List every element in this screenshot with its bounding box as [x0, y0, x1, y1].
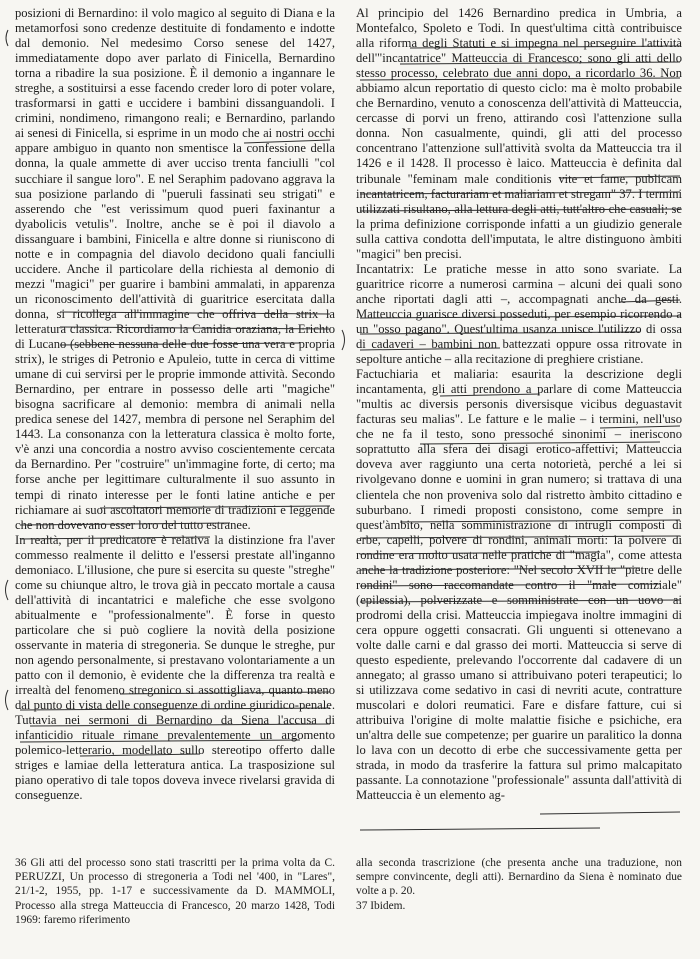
right-text-column — [356, 6, 682, 803]
footnote-36-text: 36 Gli atti del processo sono stati trascritti per la prima volta da C. PERUZZI, Un processo di stregoneria a Todi nel '400, in "Lares", 21/1-2, 1955, pp. 1-17 e successivamente da D. MAMMOLI, Processo alla strega Matteuccia di Francesco, 20 marzo 1428, Todi 1969: faremo riferimento — [15, 857, 335, 926]
margin-bracket-mark — [342, 330, 345, 350]
underline-mark — [540, 812, 680, 814]
right-paragraph-1: Al principio del 1426 Bernardino predica in Umbria, a Montefalco, Spoleto e Todi. In quest'ultima città contribuisce alla riforma degli Statuti e si impegna nel perseguire l'attività dell'"incantatrice" Matteuccia di Francesco; sono gli atti dello stesso processo, celebrato due anni dopo, a ricordarlo 36. Non abbiamo alcun reportatio di questo ciclo: ma è molto probabile che Bernardino, venuto a conoscenza dell'attività di Matteuccia, cercasse di porvi un freno, attirando così l'attenzione sulla donna. Non casualmente, quindi, gli atti del processo concentrano l'attenzione sull'attività svolta da Matteuccia tra il 1426 e il 1428. Il processo è laico. Matteuccia è definita dal tribunale "feminam male conditionis vite et fame, publicam incantatricem, facturariam et maliariam et stregam" 37. I termini utilizzati risultano, alla lettura degli atti, tutt'altro che casuali; se la prima definizione corrisponde infatti a un giudizio generale sulla cattiva condotta dell'imputata, le altre distinguono àmbiti "magici" ben precisi. — [356, 6, 682, 261]
footnote-36-continuation: alla seconda trascrizione (che presenta anche una traduzione, non sempre convincente, degli atti). Bernardino da Siena è nominato due volte a p. 20. — [356, 857, 682, 898]
margin-bracket-mark — [6, 580, 9, 600]
margin-bracket-mark — [6, 690, 9, 710]
footnote-37: 37 Ibidem. — [356, 899, 406, 912]
right-paragraph-incantatrix: Incantatrix: Le pratiche messe in atto sono svariate. La guaritrice ricorre a numerosi carmina – alcuni dei quali sono anche riportati dagli atti –, accompagnati anche da gesti. Matteuccia guarisce diversi posseduti, per esempio ricorrendo a un "osso pagano". Quest'ultima usanza unisce l'utilizzo di ossa di cadaveri – bambini non battezzati oppure ossa ritrovate in sepolture antiche – alla recitazione di preghiere cristiane. — [356, 261, 682, 367]
right-paragraph-factuchiaria: Factuchiaria et maliaria: esaurita la descrizione degli incantamenta, gli atti prendono a parlare di come Matteuccia "multis ac diversis personis diversisque vicibus deguastavit facturas seu malias". Le fatture e le malie – i termini, nell'uso che ne fa il testo, sono pressoché sinonimi – ineriscono soprattutto alla sfera dei disagi erotico-affettivi; Matteuccia doveva aver raggiunto una certa notorietà, perché a lei si rivolgevano donne e uomini in gran numero; si trattava di una clientela che non proveniva solo dal ristretto àmbito cittadino e suburbano. I rimedi proposti consistono, come sempre in quest'àmbito, nella somministrazione di intrugli composti di erbe, capelli, polvere di rondini, animali morti: la polvere di rondine era molto usata nelle pratiche di "magia", come attesta anche la tradizione posteriore: "Nel secolo XVII le "pietre delle rondini" sono raccomandate contro il "male comiziale" (epilessia), polverizzate e somministrate con un uovo ai prodromi della crisi. Matteuccia impiegava inoltre immagini di cera oppure oggetti consacrati. Gli unguenti si ottenevano a volte dalle carni e dal grasso dei morti. Matteuccia si serve di questo espediente, prelevando l'occorrente dal cadavere di un annegato; al grasso umano si attribuivano poteri terapeutici; lo si utilizzava come sedativo in casi di nevriti acute, contratture muscolari e dolori reumatici. Fare e disfare fatture, cui si attribuiva l'origine di molte malattie fisiche e psichiche, era un'altra delle sue competenze; per guarire un paralitico la donna lo lava con un decotto di erbe che successivamente getta per strada, in modo da trasferire la fattura sul primo malcapitato passante. La connotazione "professionale" assunta dall'attività di Matteuccia è un elemento ag- — [356, 367, 682, 803]
left-paragraph-2: In realtà, per il predicatore è relativa la distinzione fra l'aver commesso realmente il delitto e l'essersi prestate all'inganno demoniaco. L'illusione, che pure si esercita su queste "streghe" come su chiunque altro, le trova già in peccato mortale a causa dell'attività di incantatrici e malefiche che esse svolgono abitualmente e "professionalmente". È forse in questo particolare che si può cogliere la novità della posizione osservante in materia di stregoneria. Se dunque le streghe, pur non agendo personalmente, si prestavano volontariamente a un patto con il demonio, è evidente che la differenza tra realtà e irrealtà del fenomeno stregonico si assottigliava, quanto meno dal punto di vista delle conseguenze di ordine giuridico-penale. Tuttavia nei sermoni di Bernardino da Siena l'accusa di infanticidio rituale rimane prevalentemente un argomento polemico-letterario, modellato sullo stereotipo offerto dalle striges e lamiae della letteratura antica. La trasposizione sul piano operativo di tale topos doveva invece rivelarsi gravida di conseguenze. — [15, 532, 335, 803]
footnotes-right — [356, 856, 682, 913]
underline-mark — [360, 828, 600, 830]
margin-bracket-mark — [6, 30, 8, 46]
left-paragraph-1: posizioni di Bernardino: il volo magico al seguito di Diana e la metamorfosi sono credenze destituite di fondamento e indotte dal demonio. Nel medesimo Corso senese del 1427, immediatamente dopo aver parlato di Finicella, Bernardino torna a ribadire la sua posizione. È il demonio a ingannare le streghe, a sostituirsi a esse facendo creder loro di poter volare, trasformarsi in gatti e uccidere i bambini dissanguandoli. I crimini, nondimeno, rimangono reali; e Bernardino, parlando ai senesi di Finicella, si esprime in un modo che ai nostri occhi appare ambiguo in quanto non smentisce la confessione della donna, la quale ammette di aver ucciso trenta fanciulli "col succhiare il sangue loro". E nel Seraphim padovano aggrava la sua posizione parlando di "pueruli fassinati seu strigati" e asserendo che "est verissimum quod pueri faxinantur a dyabolicis vetulis". Inoltre, anche se è poi il diavolo a dissanguare i bambini, Finicella e altre donne si riuniscono di notte e in compagnia del diavolo decidono quali fanciulli uccidere. Anche il particolare della richiesta al demonio di mezzi "magici" per guarire i bambini ammalati, in apparenza un riconoscimento dell'attività di guaritrice esercitata dalla donna, si ricollega all'immagine che offriva della strix la letteratura classica. Ricordiamo la Canidia oraziana, la Erichto di Lucano (sebbene nessuna delle due fosse una vera e propria strix), le striges di Petronio e Apuleio, tutte in cerca di vittime umane di cui servirsi per le proprie immonde attività. Secondo Bernardino, per entrare in possesso delle arti "magiche" bisogna sacrificare al demonio: membra di animali nella predica senese del 1427, membra di persone nel Seraphim del 1443. La consonanza con la letteratura classica è molto forte, v'è anzi una concordia a nostro avviso coscientemente cercata da Bernardino. Per "costruire" un'immagine forte, di certo; ma forse anche per legittimare culturalmente il suo assunto in tempi di rinato interesse per le fonti latine antiche e per richiamare ai suoi ascoltatori memorie di tradizioni e leggende che non dovevano esser loro del tutto estranee. — [15, 6, 335, 532]
footnote-36 — [15, 856, 335, 927]
left-text-column — [15, 6, 335, 803]
